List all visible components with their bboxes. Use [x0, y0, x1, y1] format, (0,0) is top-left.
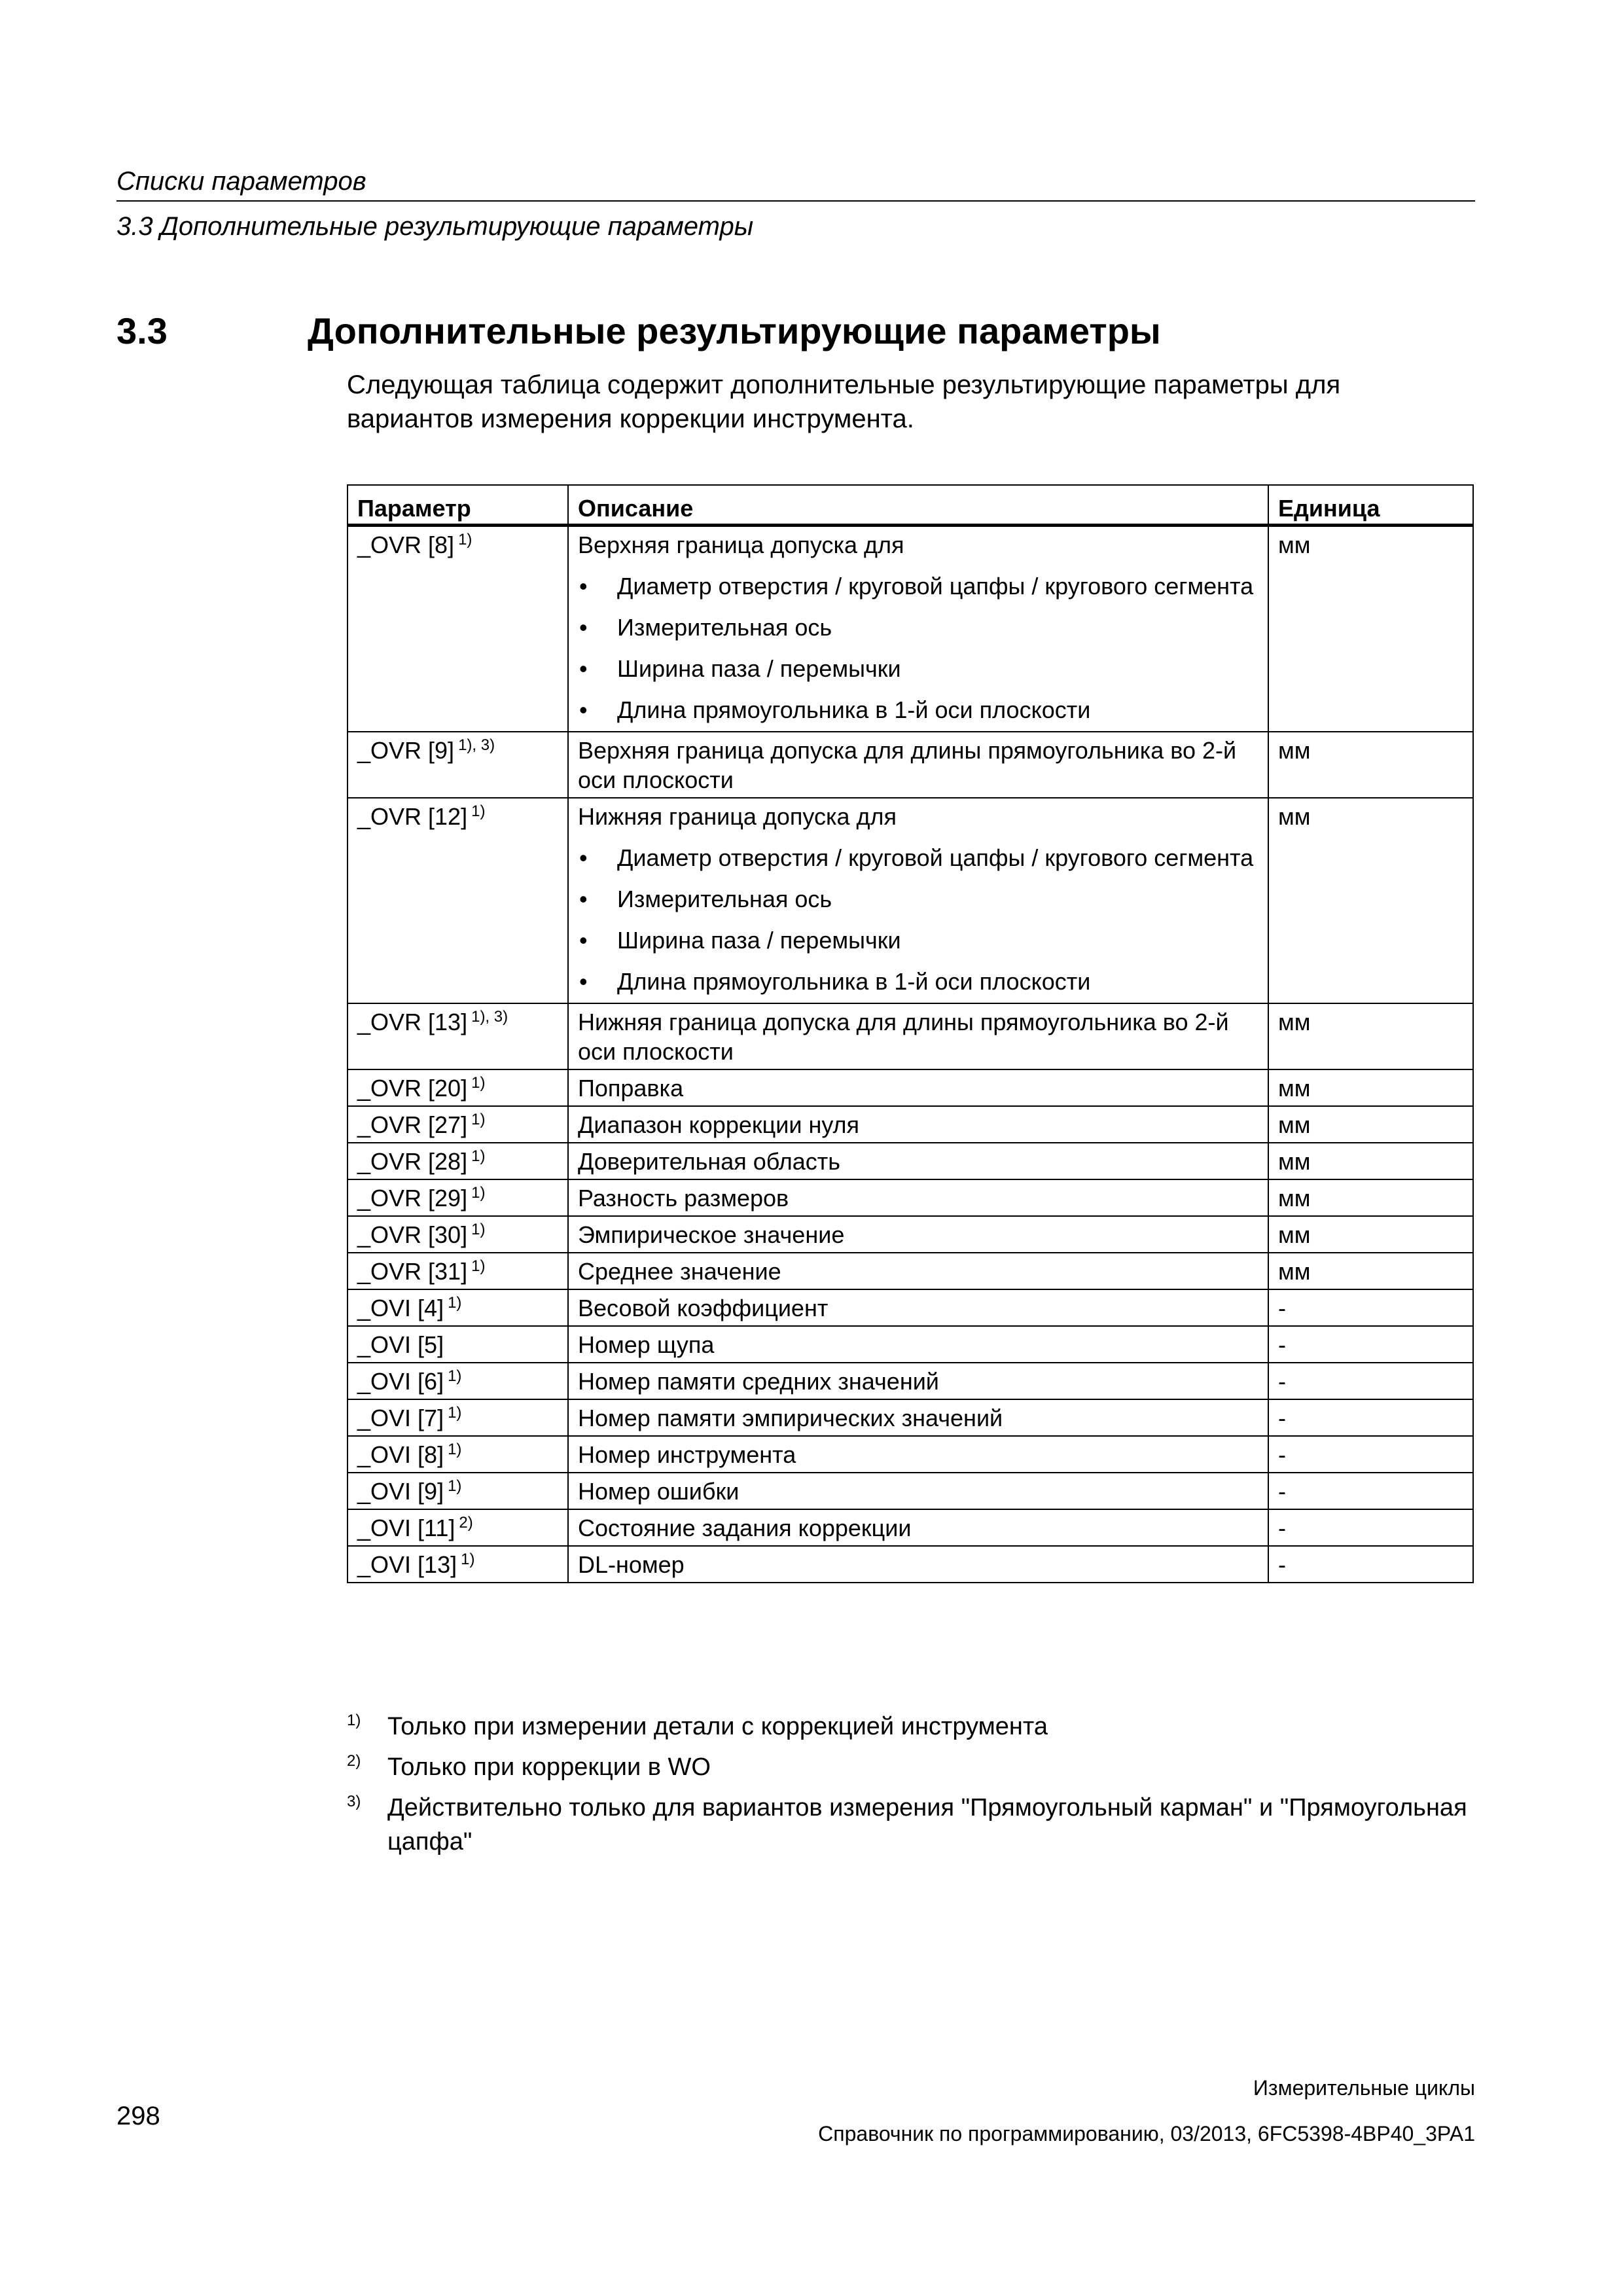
param-cell: [348, 1363, 568, 1399]
section-title: Дополнительные результирующие параметры: [308, 310, 1161, 351]
unit-cell: мм: [1268, 1253, 1473, 1289]
page-number: 298: [116, 2102, 160, 2130]
description-text: Номер ошибки: [578, 1478, 740, 1505]
footnote-reference: 1): [471, 1147, 486, 1165]
bullet-icon: •: [579, 968, 588, 995]
description-cell: [568, 1289, 1268, 1326]
param-cell: [348, 1253, 568, 1289]
description-text: Номер инструмента: [578, 1441, 796, 1468]
param-name: _OVR [13]: [357, 1009, 468, 1035]
param-cell: [348, 1399, 568, 1436]
table-row: [348, 798, 1473, 1003]
manual-info: Справочник по программированию, 03/2013, 6FC5398-4BP40_3PA1: [818, 2122, 1475, 2145]
bullet-icon: •: [579, 614, 588, 641]
description-text: Состояние задания коррекции: [578, 1515, 912, 1541]
description-cell: [568, 526, 1268, 732]
table-row: [348, 1363, 1473, 1399]
footnote-reference: 1): [471, 1184, 486, 1202]
footnote: [347, 1791, 1472, 1859]
table-body: [348, 526, 1473, 1583]
table-row: [348, 1003, 1473, 1069]
description-cell: [568, 1399, 1268, 1436]
unit-cell: мм: [1268, 1179, 1473, 1216]
column-header-description: Описание: [568, 485, 1268, 526]
list-item: [578, 613, 1260, 642]
footnote-reference: 1), 3): [471, 1008, 508, 1026]
list-item: [578, 884, 1260, 914]
table-row: [348, 1106, 1473, 1143]
footnote-mark: 2): [347, 1752, 361, 1770]
description-text: Номер памяти эмпирических значений: [578, 1405, 1003, 1431]
param-cell: [348, 732, 568, 798]
param-cell: [348, 798, 568, 1003]
footnote-mark: 3): [347, 1793, 361, 1810]
list-item-text: Измерительная ось: [617, 886, 832, 912]
footnote-reference: 1): [471, 1111, 486, 1128]
param-name: _OVI [13]: [357, 1551, 457, 1578]
param-cell: [348, 1473, 568, 1509]
description-text: Эмпирическое значение: [578, 1221, 845, 1248]
param-name: _OVR [30]: [357, 1221, 468, 1248]
list-item: [578, 967, 1260, 996]
description-cell: [568, 1473, 1268, 1509]
param-name: _OVR [27]: [357, 1111, 468, 1138]
table-row: [348, 1289, 1473, 1326]
list-item-text: Измерительная ось: [617, 614, 832, 641]
param-cell: [348, 1326, 568, 1363]
param-name: _OVI [6]: [357, 1368, 444, 1395]
footnote-reference: 1): [471, 1074, 486, 1092]
chapter-title: Списки параметров: [116, 162, 1475, 202]
list-item: [578, 695, 1260, 725]
bullet-icon: •: [579, 655, 588, 682]
column-header-unit: Единица: [1268, 485, 1473, 526]
param-cell: [348, 1003, 568, 1069]
footnote-reference: 1): [448, 1294, 462, 1312]
table-row: [348, 1546, 1473, 1583]
description-text: DL-номер: [578, 1551, 685, 1578]
section-number: 3.3: [116, 310, 168, 351]
bullet-list: [578, 843, 1260, 996]
footnote-reference: 1): [448, 1477, 462, 1495]
footnote-reference: 1): [471, 802, 486, 820]
description-cell: [568, 1546, 1268, 1583]
table-row: [348, 1509, 1473, 1546]
intro-paragraph: Следующая таблица содержит дополнительные результирующие параметры для вариантов измерения коррекции инструмента.: [347, 370, 1341, 433]
bullet-icon: •: [579, 573, 588, 600]
unit-cell: -: [1268, 1326, 1473, 1363]
param-cell: [348, 1436, 568, 1473]
unit-cell: мм: [1268, 732, 1473, 798]
unit-cell: мм: [1268, 1069, 1473, 1106]
bullet-icon: •: [579, 927, 588, 954]
section-running-title: 3.3 Дополнительные результирующие параметры: [116, 212, 754, 241]
description-text: Номер щупа: [578, 1331, 715, 1358]
unit-cell: -: [1268, 1473, 1473, 1509]
table-row: [348, 1179, 1473, 1216]
list-item-text: Длина прямоугольника в 1-й оси плоскости: [617, 968, 1091, 995]
footnote-reference: 1): [448, 1367, 462, 1385]
footnote-reference: 1): [461, 1551, 475, 1568]
bullet-icon: •: [579, 696, 588, 723]
description-cell: [568, 798, 1268, 1003]
table-row: [348, 1473, 1473, 1509]
bullet-icon: •: [579, 844, 588, 871]
bullet-list: [578, 571, 1260, 725]
param-cell: [348, 1216, 568, 1253]
param-name: _OVR [28]: [357, 1148, 468, 1175]
param-cell: [348, 1069, 568, 1106]
table-row: [348, 732, 1473, 798]
description-cell: [568, 1143, 1268, 1179]
table-row: [348, 1143, 1473, 1179]
list-item-text: Длина прямоугольника в 1-й оси плоскости: [617, 696, 1091, 723]
footnote-reference: 2): [459, 1514, 473, 1532]
description-cell: [568, 1003, 1268, 1069]
description-text: Верхняя граница допуска для длины прямоугольника во 2-й оси плоскости: [578, 737, 1237, 793]
unit-cell: -: [1268, 1546, 1473, 1583]
param-name: _OVR [9]: [357, 737, 455, 764]
param-cell: [348, 1509, 568, 1546]
book-title: Измерительные циклы: [1253, 2076, 1475, 2100]
footnote-text: Действительно только для вариантов измерения "Прямоугольный карман" и "Прямоугольная цапфа": [387, 1794, 1467, 1856]
unit-cell: -: [1268, 1363, 1473, 1399]
param-name: _OVI [4]: [357, 1295, 444, 1321]
unit-cell: мм: [1268, 798, 1473, 1003]
unit-cell: мм: [1268, 1216, 1473, 1253]
param-name: _OVI [9]: [357, 1478, 444, 1505]
description-cell: [568, 1216, 1268, 1253]
table-row: [348, 1069, 1473, 1106]
table-row: [348, 1253, 1473, 1289]
description-text: Доверительная область: [578, 1148, 841, 1175]
column-header-parameter: Параметр: [348, 485, 568, 526]
param-name: _OVR [12]: [357, 803, 468, 830]
description-cell: [568, 1363, 1268, 1399]
description-cell: [568, 1106, 1268, 1143]
param-name: _OVI [8]: [357, 1441, 444, 1468]
page-footer: [818, 2075, 1475, 2166]
bullet-icon: •: [579, 886, 588, 912]
unit-cell: -: [1268, 1509, 1473, 1546]
description-cell: [568, 732, 1268, 798]
description-cell: [568, 1253, 1268, 1289]
unit-cell: -: [1268, 1399, 1473, 1436]
footnote: [347, 1750, 1472, 1784]
param-name: _OVR [29]: [357, 1185, 468, 1211]
description-text: Верхняя граница допуска для: [578, 531, 904, 558]
param-name: _OVR [8]: [357, 531, 455, 558]
param-cell: [348, 1106, 568, 1143]
table-header-row: [348, 485, 1473, 526]
param-name: _OVR [20]: [357, 1075, 468, 1102]
description-text: Поправка: [578, 1075, 684, 1102]
description-text: Диапазон коррекции нуля: [578, 1111, 860, 1138]
unit-cell: мм: [1268, 1106, 1473, 1143]
footnote-reference: 1), 3): [458, 736, 495, 754]
unit-cell: мм: [1268, 526, 1473, 732]
param-name: _OVI [5]: [357, 1331, 444, 1358]
unit-cell: мм: [1268, 1143, 1473, 1179]
description-cell: [568, 1436, 1268, 1473]
description-text: Нижняя граница допуска для длины прямоугольника во 2-й оси плоскости: [578, 1009, 1229, 1065]
footnote-reference: 1): [448, 1404, 462, 1422]
table-row: [348, 526, 1473, 732]
param-cell: [348, 1289, 568, 1326]
footnote-mark: 1): [347, 1712, 361, 1729]
footnotes: [347, 1710, 1472, 1865]
list-item-text: Ширина паза / перемычки: [617, 927, 901, 954]
footnote-reference: 1): [471, 1221, 486, 1238]
table-row: [348, 1436, 1473, 1473]
table-row: [348, 1399, 1473, 1436]
description-text: Номер памяти средних значений: [578, 1368, 939, 1395]
list-item: [578, 571, 1260, 601]
unit-cell: -: [1268, 1289, 1473, 1326]
param-name: _OVI [7]: [357, 1405, 444, 1431]
list-item: [578, 654, 1260, 683]
description-cell: [568, 1179, 1268, 1216]
description-cell: [568, 1326, 1268, 1363]
description-text: Нижняя граница допуска для: [578, 803, 897, 830]
footnote-text: Только при измерении детали с коррекцией инструмента: [387, 1713, 1048, 1740]
description-text: Весовой коэффициент: [578, 1295, 829, 1321]
param-cell: [348, 526, 568, 732]
footnote: [347, 1710, 1472, 1744]
description-text: Среднее значение: [578, 1258, 781, 1285]
unit-cell: -: [1268, 1436, 1473, 1473]
running-header: [116, 162, 1475, 243]
description-cell: [568, 1509, 1268, 1546]
param-cell: [348, 1546, 568, 1583]
description-cell: [568, 1069, 1268, 1106]
list-item-text: Диаметр отверстия / круговой цапфы / кругового сегмента: [617, 844, 1254, 871]
list-item: [578, 925, 1260, 955]
param-cell: [348, 1179, 568, 1216]
table-row: [348, 1326, 1473, 1363]
description-text: Разность размеров: [578, 1185, 789, 1211]
unit-cell: мм: [1268, 1003, 1473, 1069]
parameters-table: [347, 484, 1474, 1583]
param-cell: [348, 1143, 568, 1179]
footnote-text: Только при коррекции в WO: [387, 1753, 711, 1781]
param-name: _OVR [31]: [357, 1258, 468, 1285]
list-item-text: Диаметр отверстия / круговой цапфы / кругового сегмента: [617, 573, 1254, 600]
footnote-reference: 1): [448, 1441, 462, 1458]
table-row: [348, 1216, 1473, 1253]
list-item: [578, 843, 1260, 872]
list-item-text: Ширина паза / перемычки: [617, 655, 901, 682]
footnote-reference: 1): [471, 1257, 486, 1275]
footnote-reference: 1): [458, 531, 473, 548]
param-name: _OVI [11]: [357, 1515, 455, 1541]
